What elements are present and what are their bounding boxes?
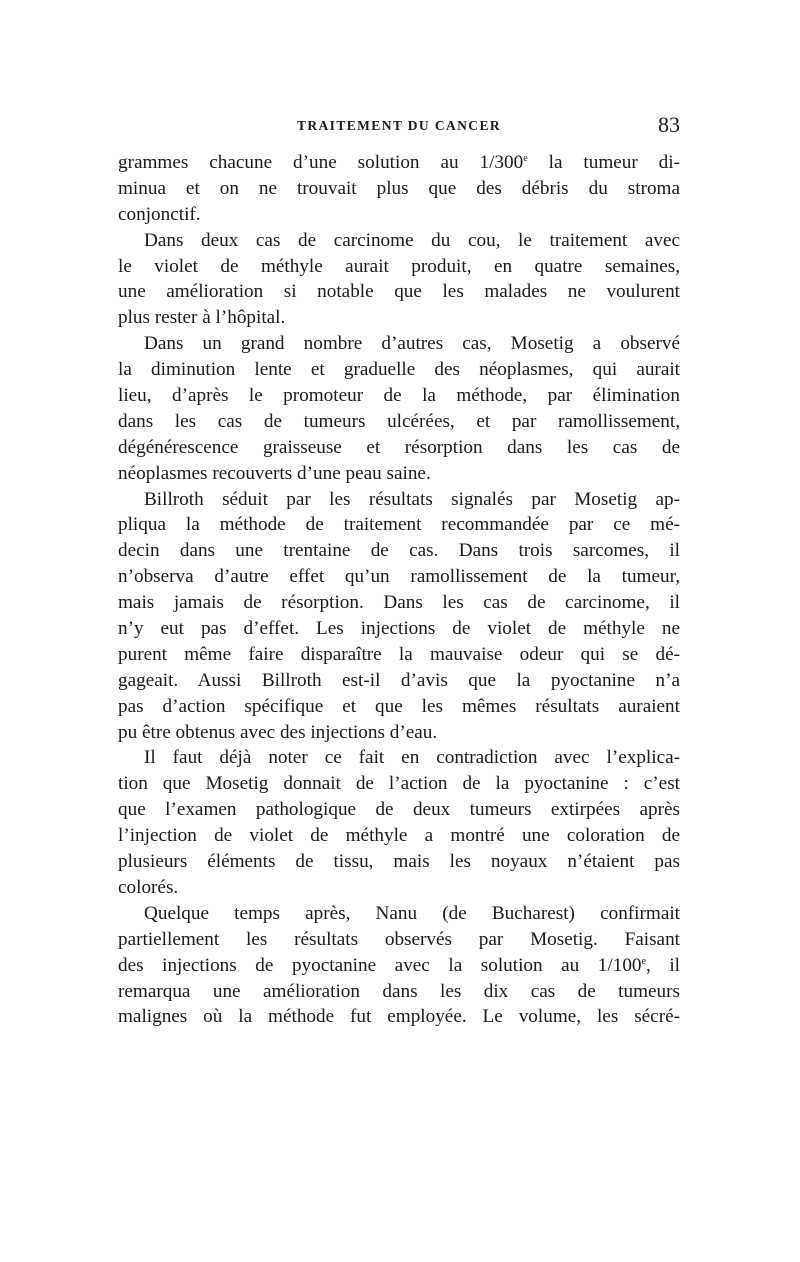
text-line	[118, 875, 680, 901]
text-line	[118, 305, 680, 331]
text-line-content: une amélioration si notable que les malades ne voulurent	[118, 281, 680, 303]
text-line-content: pliqua la méthode de traitement recommandée par ce mé-	[118, 514, 680, 536]
text-line-content: tion que Mosetig donnait de l’action de la pyoctanine : c’est	[118, 773, 680, 795]
text-line-content: purent même faire disparaître la mauvaise odeur qui se dé-	[118, 643, 680, 665]
ordinal-superscript: e	[641, 955, 646, 967]
text-line-content: minua et on ne trouvait plus que des débris du stroma	[118, 177, 680, 199]
text-line-content: néoplasmes recouverts d’une peau saine.	[118, 462, 431, 484]
text-line-content: plus rester à l’hôpital.	[118, 307, 286, 329]
text-line-continuation: la tumeur di-	[527, 152, 680, 173]
text-line-content: Billroth séduit par les résultats signalés par Mosetig ap-	[144, 488, 680, 510]
text-line-content: Quelque temps après, Nanu (de Bucharest) confirmait	[144, 902, 680, 924]
text-line	[118, 331, 680, 357]
text-line-content: le violet de méthyle aurait produit, en quatre semaines,	[118, 255, 680, 277]
text-line-content: pas d’action spécifique et que les mêmes résultats auraient	[118, 695, 680, 717]
text-line-content: la diminution lente et graduelle des néoplasmes, qui aurait	[118, 359, 680, 381]
text-line	[118, 409, 680, 435]
running-head	[118, 112, 680, 142]
text-line-content: mais jamais de résorption. Dans les cas de carcinome, il	[118, 592, 680, 614]
text-line-content: plusieurs éléments de tissu, mais les noyaux n’étaient pas	[118, 851, 680, 873]
text-line	[118, 823, 680, 849]
text-line-continuation: , il	[645, 954, 680, 976]
text-line	[118, 538, 680, 564]
text-line	[118, 745, 680, 771]
text-line-content: Dans un grand nombre d’autres cas, Mosetig a observé	[144, 333, 680, 355]
text-line	[118, 564, 680, 590]
text-line	[118, 461, 680, 487]
text-line	[118, 279, 680, 305]
text-line	[118, 202, 680, 228]
text-line-content: n’observa d’autre effet qu’un ramollissement de la tumeur,	[118, 566, 680, 588]
text-line	[118, 771, 680, 797]
text-line-content: lieu, d’après le promoteur de la méthode, par élimination	[118, 385, 680, 407]
text-line-content: conjonctif.	[118, 203, 201, 225]
text-line-content: pu être obtenus avec des injections d’eau.	[118, 721, 438, 743]
text-line	[118, 642, 680, 668]
text-line-content: Il faut déjà noter ce fait en contradiction avec l’explica-	[144, 747, 680, 769]
text-line-content: l’injection de violet de méthyle a montré une coloration de	[118, 825, 680, 847]
text-line	[118, 1004, 680, 1030]
text-line	[118, 616, 680, 642]
text-line	[118, 228, 680, 254]
text-line-content: des injections de pyoctanine avec la solution au 1/100	[118, 954, 642, 976]
text-line	[118, 901, 680, 927]
text-line-content: gageait. Aussi Billroth est-il d’avis que la pyoctanine n’a	[118, 669, 680, 691]
text-line	[118, 953, 680, 979]
text-line	[118, 590, 680, 616]
text-line-content: que l’examen pathologique de deux tumeurs extirpées après	[118, 799, 680, 821]
text-line	[118, 927, 680, 953]
text-line	[118, 435, 680, 461]
text-line	[118, 694, 680, 720]
text-line-content: partiellement les résultats observés par Mosetig. Faisant	[118, 928, 680, 950]
text-line-content: grammes chacune d’une solution au 1/300	[118, 152, 524, 173]
page-number: 83	[658, 112, 680, 137]
text-line-content: dégénérescence graisseuse et résorption dans les cas de	[118, 436, 680, 458]
text-line-content: decin dans une trentaine de cas. Dans trois sarcomes, il	[118, 540, 680, 562]
text-line	[118, 487, 680, 513]
text-line	[118, 979, 680, 1005]
text-line	[118, 254, 680, 280]
text-line-content: n’y eut pas d’effet. Les injections de violet de méthyle ne	[118, 618, 680, 640]
text-line	[118, 668, 680, 694]
text-line-content: remarqua une amélioration dans les dix cas de tumeurs	[118, 980, 680, 1002]
ordinal-superscript: e	[523, 153, 528, 164]
text-line-content: dans les cas de tumeurs ulcérées, et par ramollissement,	[118, 410, 680, 432]
text-line-content: Dans deux cas de carcinome du cou, le traitement avec	[144, 229, 680, 251]
body-text	[118, 150, 680, 1030]
text-line	[118, 176, 680, 202]
text-line	[118, 383, 680, 409]
text-line	[118, 150, 680, 176]
text-line	[118, 720, 680, 746]
text-line	[118, 357, 680, 383]
text-line	[118, 849, 680, 875]
text-line	[118, 797, 680, 823]
text-line	[118, 512, 680, 538]
text-line-content: malignes où la méthode fut employée. Le volume, les sécré-	[118, 1006, 680, 1028]
text-line-content: colorés.	[118, 876, 179, 898]
running-title: TRAITEMENT DU CANCER	[296, 118, 502, 133]
